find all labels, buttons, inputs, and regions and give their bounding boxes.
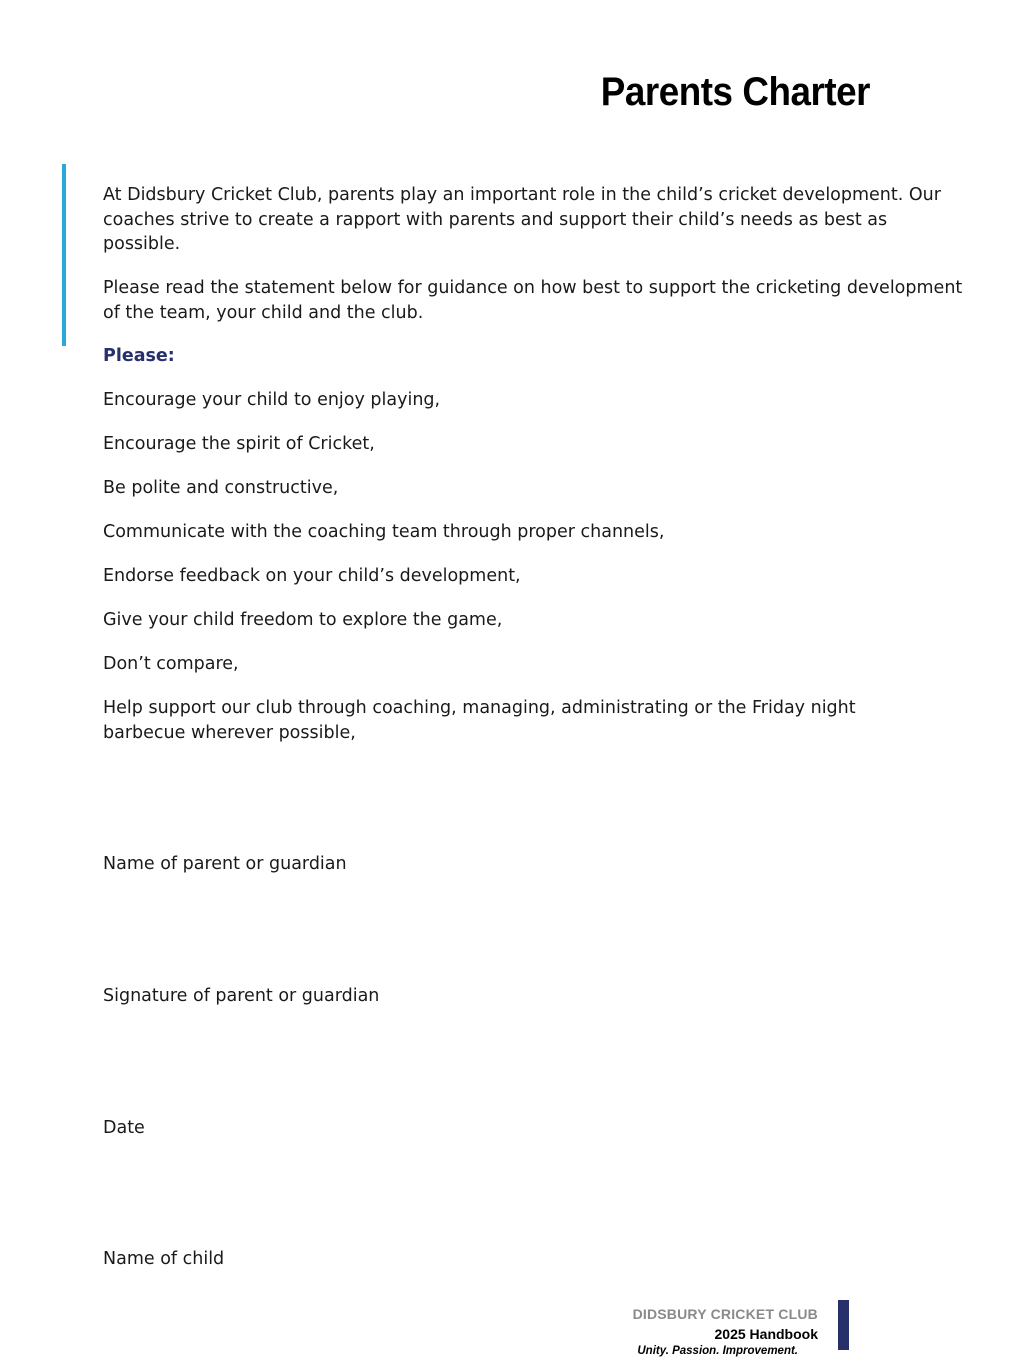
footer-handbook: 2025 Handbook bbox=[714, 1326, 818, 1342]
footer bbox=[600, 1304, 818, 1344]
charter-item: Endorse feedback on your child’s development, bbox=[103, 566, 521, 586]
accent-bar bbox=[62, 164, 66, 346]
footer-accent-bar bbox=[838, 1300, 849, 1350]
charter-item: Help support our club through coaching, managing, administrating or the Friday night barbecue wherever possible, bbox=[103, 698, 856, 743]
charter-item: Don’t compare, bbox=[103, 654, 239, 674]
charter-item: Encourage the spirit of Cricket, bbox=[103, 434, 375, 454]
intro-paragraph-2: Please read the statement below for guidance on how best to support the cricketing development of the team, your child and the club. bbox=[103, 278, 963, 323]
charter-item: Encourage your child to enjoy playing, bbox=[103, 390, 441, 410]
parent-name-field-label: Name of parent or guardian bbox=[103, 854, 347, 874]
please-heading: Please: bbox=[103, 346, 175, 366]
intro-paragraph-1: At Didsbury Cricket Club, parents play an important role in the child’s cricket development. Our coaches strive to create a rapport with parents and support their child’s needs as best as possible. bbox=[103, 185, 941, 254]
date-field-label: Date bbox=[103, 1118, 145, 1138]
page-title: Parents Charter bbox=[600, 70, 870, 114]
child-name-field-label: Name of child bbox=[103, 1249, 225, 1269]
charter-item: Communicate with the coaching team through proper channels, bbox=[103, 522, 665, 542]
parent-signature-field-label: Signature of parent or guardian bbox=[103, 986, 380, 1006]
charter-item: Give your child freedom to explore the game, bbox=[103, 610, 503, 630]
footer-club-name: DIDSBURY CRICKET CLUB bbox=[632, 1306, 818, 1322]
footer-tagline: Unity. Passion. Improvement. bbox=[637, 1345, 798, 1357]
charter-item: Be polite and constructive, bbox=[103, 478, 339, 498]
